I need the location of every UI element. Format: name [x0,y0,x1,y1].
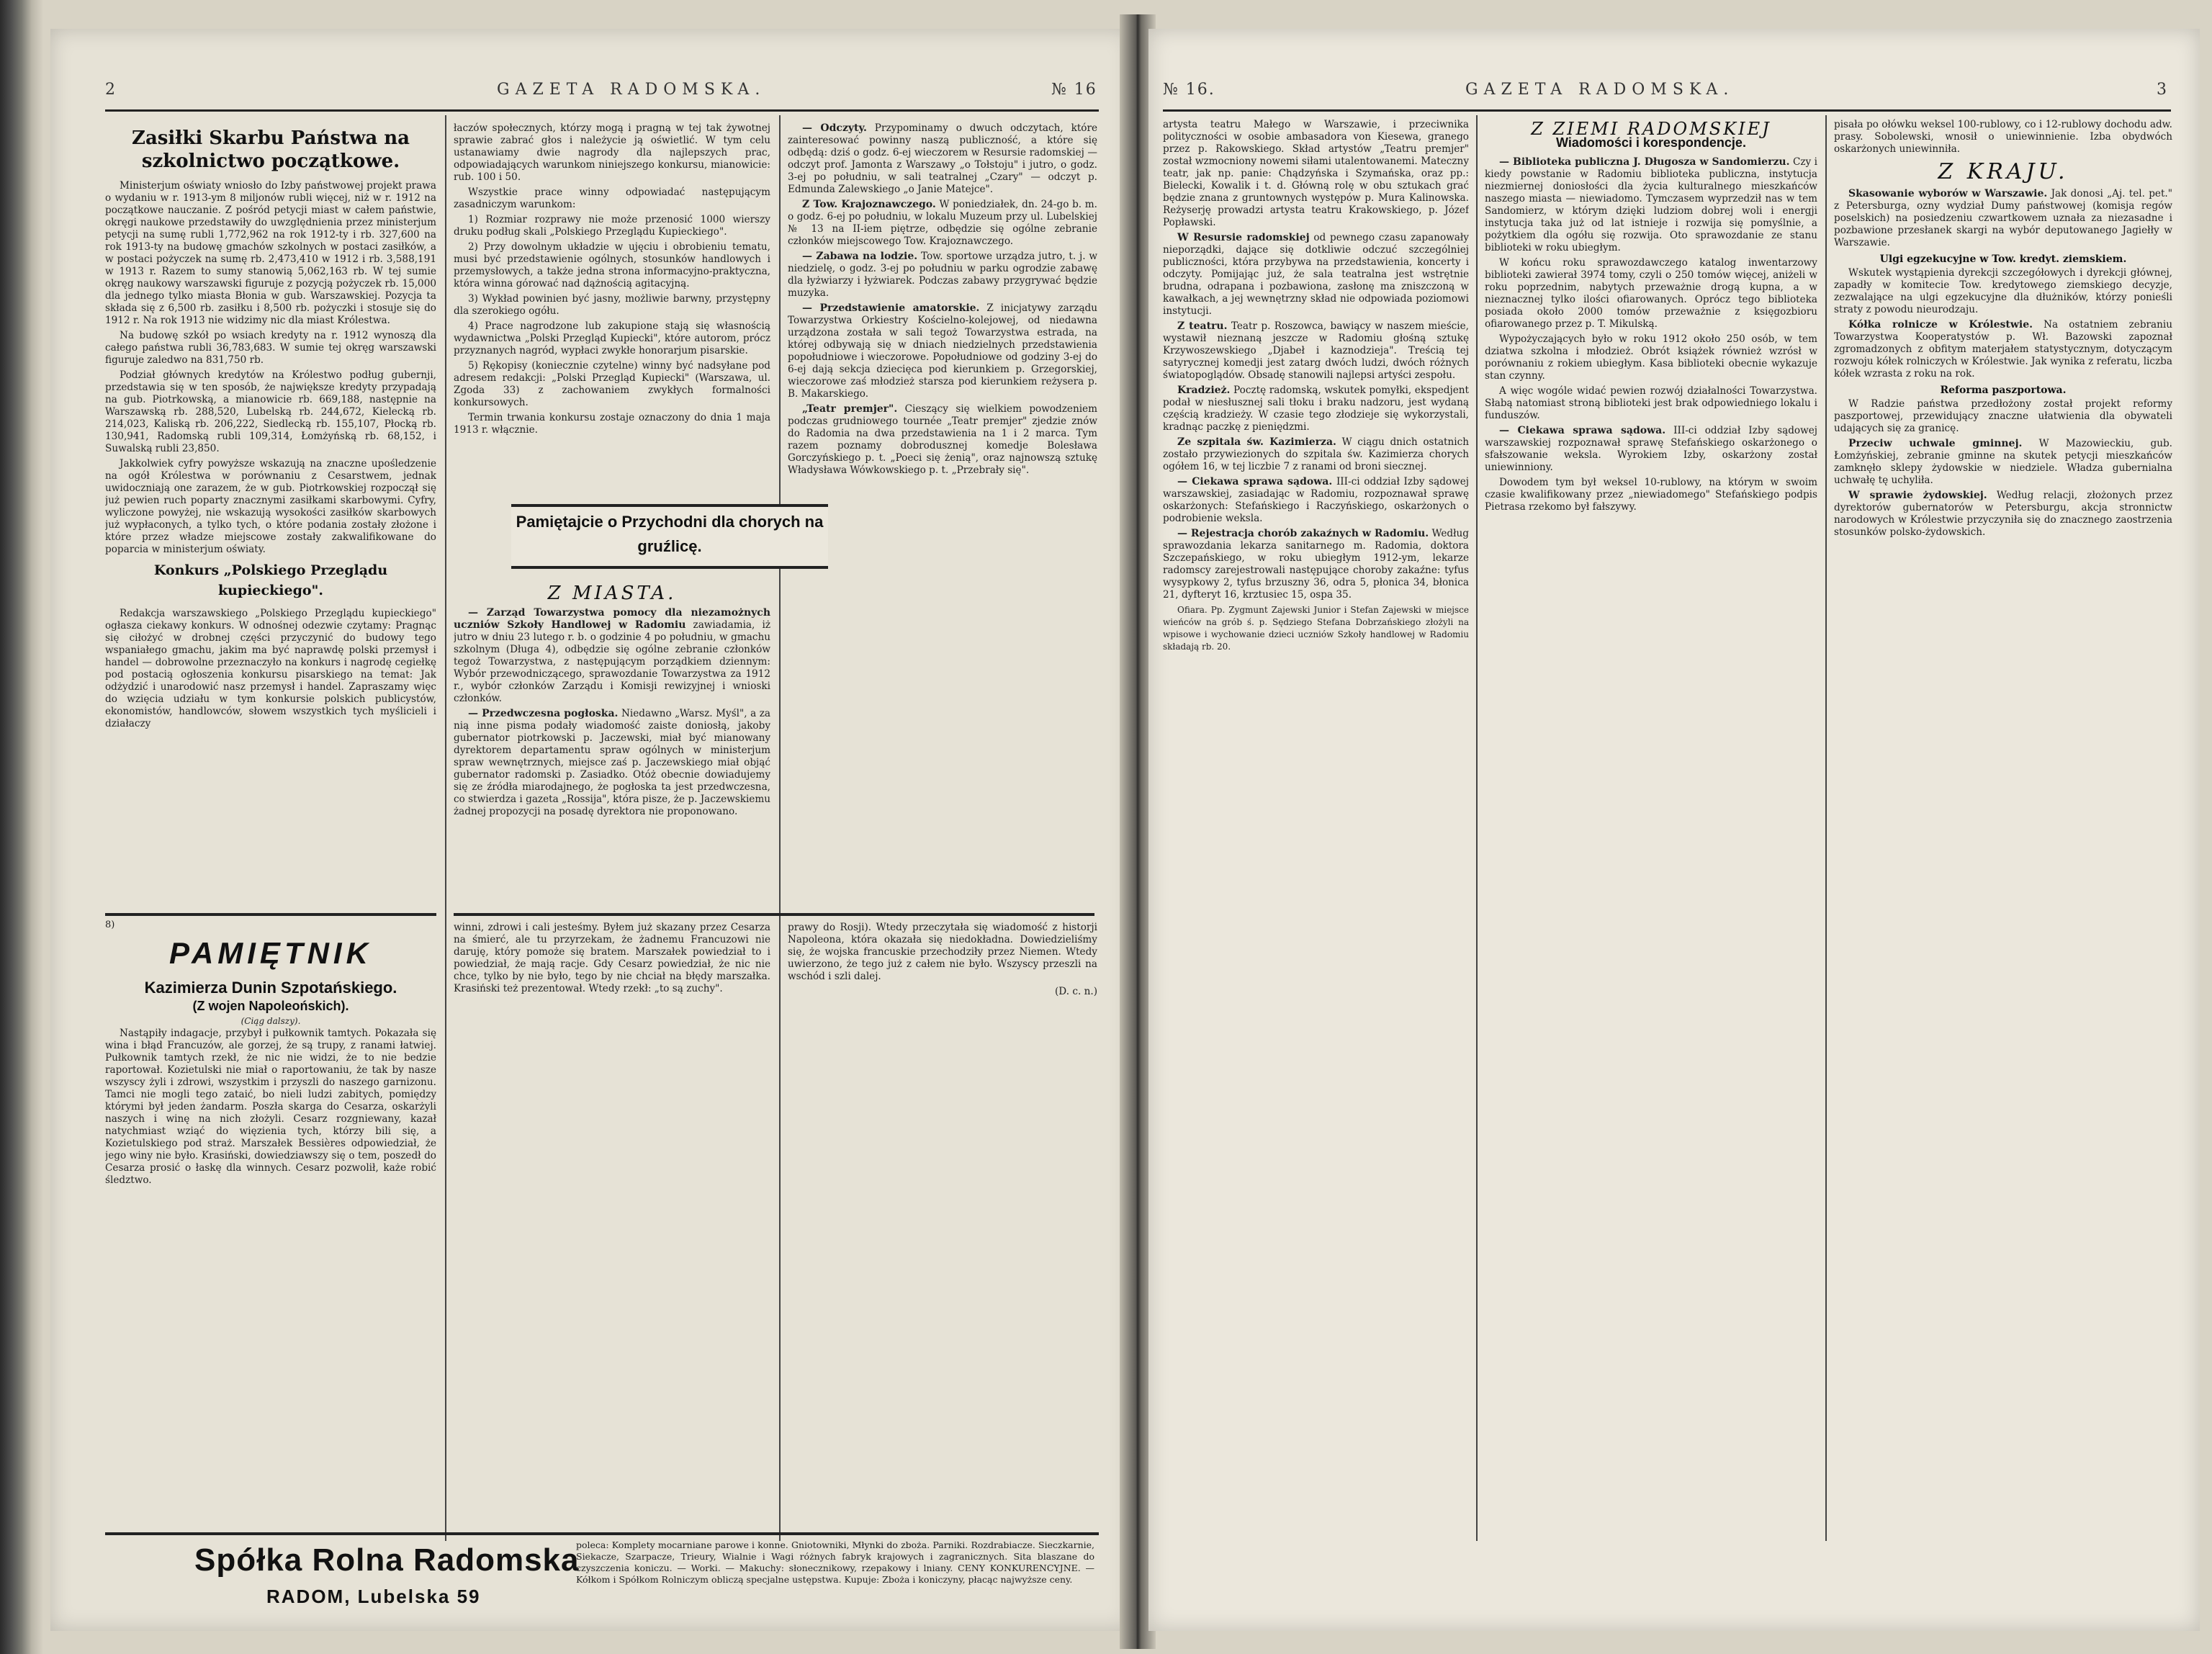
news-item-title: W sprawie żydowskiej. [1848,490,1987,501]
news-item-body: W poniedziałek, dn. 24-go b. m. o godz. 6-ej po południu, w lokalu Muzeum przy ul. Lubelskiej № 13 na II-iem piętrze, odbędzie się ogólne zebranie członków miejscowego Tow. Krajoznawczego. [788,199,1097,247]
news-item-body: Czy i kiedy powstanie w Radomiu biblioteka publiczna, instytucja niezmiernej doniosłości dla życia kulturalnego mieszkańców naszego miasta — niewiadomo. Tymczasem wyprzedził nas w tem Sandomierz, w którym dzięki ludziom dobrej woli i energji instytucja taka już od lat istnieje i rozwija się pomyślnie, a pożytkiem dla ogółu się rozwija. Oto sprawozdanie ze stanu biblioteki w roku ubiegłym. [1485,156,1817,253]
news-item-body: Jak donosi „Aj. tel. pet." z Petersburga, ozny wydział Dumy państwowej (komisja regów poselskich) na posiedzeniu czwartkowem uznała za niezasadne i pozbawione przesłanek skargi na wybór deputowanego Jagiełły w Warszawie. [1834,188,2172,248]
article-body: artysta teatru Małego w Warszawie, i przeciwnika polityczności w osobie ambasadora von Kiesewa, granego przez p. Rakowskiego. Skład artystów „Teatru premjer" został wzmocniony nowemi siłami utalentowanemi. Mateczny teatr, jak np. panie: Chądzyńska i Szymańska, oraz pp.: Bielecki, Kowalik i t. d. Główną rolę w obu sztukach grać będzie znana z gruntownych występów p. Mura Kalinowska. Reżyserję prowadzi artysta teatru Krakowskiego, p. Józef Popławski. [1163,119,1469,228]
right-masthead: GAZETA RADOMSKA. [1465,81,1735,99]
article-title: Konkurs „Polskiego Przeglądu kupieckiego". [153,562,388,598]
news-item-title: — Rejestracja chorób zakaźnych w Radomiu. [1177,528,1429,539]
memoir-continued-col [788,922,1097,1523]
article-body: pisała po ołówku weksel 100-rublowy, co i 12-rublowy dochodu adw. prasy. Sobolewski, wnosił o uniewinnienie. Izba obydwóch oskarżonych uniewinniła. [1834,119,2172,155]
advertiser-name: Spółka Rolna Radomska [194,1542,580,1578]
advertiser-address: RADOM, Lubelska 59 [266,1586,481,1607]
news-item-title: Kółka rolnicze w Królestwie. [1848,319,2033,331]
news-item-body: Dowodem tym był weksel 10-rublowy, na którym w swoim czasie kwalifikowany przez „niewiadomego" Stefańskiego podpis Pietrasa rzekomo był fałszywy. [1485,477,1817,513]
news-item-title: — Odczyty. [802,122,867,134]
left-page [50,29,1130,1631]
news-item-body: Tow. sportowe urządza jutro, t. j. w niedzielę, o godz. 3-ej po południu w parku ogrodzie zabawę dla łyżwiarzy i łyżwiarek. Podczas zabawy przygrywać będzie muzyka. [788,251,1097,299]
donation-note: Ofiara. Pp. Zygmunt Zajewski Junior i Stefan Zajewski w miejsce wieńców na grób ś. p. Sędziego Stefana Dobrzańskiego złożyli na wpisowe i wychowanie dzieci uczniów Szkoły handlowej w Radomiu składają rb. 20. [1163,605,1469,652]
contest-rule: 1) Rozmiar rozprawy nie może przenosić 1000 wierszy druku podług skali „Polskiego Przeglądu Kupieckiego". [454,214,770,238]
article-body: Jakkolwiek cyfry powyższe wskazują na znaczne upośledzenie na ogół Królestwa w porównaniu z Cesarstwem, jednak uwidoczniają one zarazem, że w gub. Piotrkowskiej rozpoczął się już pewien ruch poparty znacznymi zasiłkami skarbowymi. Cyfry, wyliczone powyżej, nie wskazują wysokości zasiłków skarbowych już wypłaconych, a tylko tych, o które podania zostały złożone i które przez władze miejscowe zostały zakwalifikowane do poparcia w ministerjum oświaty. [105,458,436,555]
news-item-body: od pewnego czasu zapanowały nieporządki, dające się dotkliwie odczuć szczególniej publiczności, która przybywa na przedstawienia, koncerty i odczyty. Pomijając już, że sala teatralna jest wstrętnie brudna, odrapana i pozbawiona, zasłonę ma zniszczoną w kawałkach, a jej wewnętrzny skład nie odpowiada poziomowi instytucji. [1163,232,1469,317]
news-item-title: Reforma paszportowa. [1940,385,2067,396]
article-title: Zasiłki Skarbu Państwa na szkolnictwo początkowe. [131,127,410,172]
subsection-heading: Wiadomości i korespondencje. [1556,135,1746,150]
news-item-body: Według relacji, złożonych przez dyrektorów gubernatorów w Petersburgu, akcja stronnictw narodowych w Królestwie przyczyniła się do znacznego zaostrzenia stosunków polsko-żydowskich. [1834,490,2172,538]
contest-rule: 2) Przy dowolnym układzie w ujęciu i obrobieniu tematu, musi być przedstawienie ogólnych, stosunków handlowych i przemysłowych, a także jedna strona informacyjno-praktyczna, która winna górować nad dążnością agitacyjną. [454,241,770,289]
news-item-body: W ciągu dnich ostatnich zostało przywiezionych do szpitala św. Kazimierza chorych ogółem 16, w tej liczbie 7 z ranami od broni siecznej. [1163,436,1469,472]
news-item-body: zawiadamia, iż jutro w dniu 23 lutego r. b. o godzinie 4 po południu, w gmachu szkolnym (Długa 4), odbędzie się ogólne zebranie członków tegoż Towarzystwa, z następującym porządkiem dziennym: Wybór przewodniczącego, sprawozdanie Towarzystwa za 1912 r., wybór członków Zarządu i Komisji rewizyjnej i wnioski członków. [454,619,770,704]
header-rule [105,109,1099,112]
news-item-body: Według sprawozdania lekarza sanitarnego m. Radomia, doktora Szczepańskiego, w roku ubiegłym 1912-ym, lekarze radomscy zarejestrowali następujące choroby zakaźne: tyfus wysypkowy 2, tyfus brzuszny 36, odra 5, płonica 34, błonica 21, dyfteryt 16, krztusiec 15, ospa 35. [1163,528,1469,601]
left-col-3-top [788,122,1097,907]
news-item-body: A więc wogóle widać pewien rozwój działalności Towarzystwa. Słabą natomiast stroną biblioteki jest brak odpowiedniego lokalu i funduszów. [1485,385,1817,421]
news-item-title: Kradzież. [1177,385,1231,396]
news-item-body: Teatr p. Roszowca, bawiący w naszem mieście, wystawił nieznaną jeszcze w Radomiu głośną sztukę Krzywoszewskiego „Djabeł i kaznodzieja". Treścią tej satyrycznej komedji jest zatarg dwóch ludzi, dwóch różnych światopoglądów. Obsadę stanowili najlepsi artyści zespołu. [1163,320,1469,381]
left-issue-number: № 16 [1051,81,1097,99]
news-item-body: W Mazowieckiu, gub. Łomżyńskiej, zebranie gminne na skutek petycji mieszkańców zamknęło sklepy żydowskie w niedziele. Władza gubernialna uchwałę tę uchyliła. [1834,438,2172,486]
news-item-body: Wypożyczających było w roku 1912 około 250 osób, w tem dziatwa szkolna i młodzież. Obrót książek również wzrósł w porównaniu z rokiem ubiegłym. Kasa biblioteki obecnie wykazuje stan czynny. [1485,333,1817,382]
news-item-title: — Zarząd Towarzystwa pomocy dla niezamożnych uczniów Szkoły Handlowej w Radomiu [454,607,770,631]
contest-rule: 3) Wykład powinien być jasny, możliwie barwny, przystępny dla szerokiego ogółu. [454,293,770,317]
memoir-body: Nastąpiły indagacje, przybył i pułkownik tamtych. Pokazała się wina i błąd Francuzów, ale gorzej, że są trupy, z ranami łatwiej. Pułkownik tamtych rzekł, że nic nie widzi, że to nie bedzie raportował. Kozietulski nie miał o raportowaniu, że tak by nasze wszyscy żyli i zdrowi, wszystkim i przyszli do naszego garnizonu. Tamci nie mogli tego zataić, bo nieli ludzi zabitych, pomiędzy którymi był jeden żandarm. Poszła skarga do Cesarza, oskarżyli naszych i winę na nich złożyli. Cesarz rozgniewany, kazał natychmiast wziąć do więzienia tych, którzy bili się, a Kozietulskiego pod straż. Marszałek Bessières odpowiedział, że jego winy nie było. Krasiński, dowiedziawszy się o tem, poszedł do Cesarza prosić o łaskę dla winnych. Cesarz pozwolił, każe robić śledztwo. [105,1028,436,1186]
news-item-body: W końcu roku sprawozdawczego katalog inwentarzowy biblioteki zawierał 3974 tomy, czyli o 250 tomów więcej, aniżeli w roku poprzednim, nabytych przeważnie drogą kupna, a w nieznacznej tylko ilości ofiarowanych. Oprócz tego biblioteka posiada około 2000 tomów przeważnie z księgozbioru ofiarowanego przez p. T. Mikulską. [1485,257,1817,330]
article-body: Na budowę szkół po wsiach kredyty na r. 1912 wynoszą dla całego państwa rubli 36,783,683. W sumie tej okręg warszawski figuruje zaledwo na 831,750 rb. [105,330,436,366]
news-item-body: Z inicjatywy zarządu Towarzystwa Orkiestry Kościelno-kolejowej, od niedawna urządzona została w sali tegoż Towarzystwa estrada, na której odbywają się w dniach niedzielnych przedstawienia popołudniowe i wieczorowe. Popołudniowe od godziny 3-ej do 6-ej dają sekcja dziecięca pod kierunkiem p. Grzegorskiej, wieczorowe zaś młodzież starsza pod kierunkiem reżysera p. B. Makarskiego. [788,302,1097,400]
header-rule [1163,109,2171,112]
news-item-title: W Resursie radomskiej [1177,232,1310,243]
article-body: łaczów społecznych, którzy mogą i pragną w tej tak żywotnej sprawie zabrać głos i należycie ją oświetlić. W tym celu ustanawiamy dwie nagrody dla najlepszych prac, odpowiadających warunkom niniejszego konkursu, mianowicie: rub. 100 i 50. [454,122,770,183]
memoir-body: winni, zdrowi i cali jesteśmy. Byłem już skazany przez Cesarza na śmierć, ale tu przyrzekam, że żadnemu Francuzowi nie daruję, który pomoże się bratem. Marszałek powiedział to i powiedział, że mają racje. Gdy Cesarz powiedział, że nic nie chce, tylko by nie było, tego by nie chciał na błędy marszałka. Krasiński też prezentował. Wtedy rzekł: „to są zuchy". [454,922,770,994]
left-col-2-top [454,122,770,497]
memoir-title: PAMIĘTNIK [169,936,372,970]
right-col-2 [1485,119,1817,1617]
news-item-title: Z teatru. [1177,320,1228,332]
right-page-number: 3 [2157,81,2172,99]
memoir-subtitle: (Z wojen Napoleońskich). [192,999,349,1013]
column-divider [1825,115,1827,1541]
left-col-1-top [105,122,436,904]
news-item-title: — Przedwczesna pogłoska. [468,708,619,719]
right-issue-number: № 16. [1163,81,1215,99]
ad-rule [105,1532,1099,1535]
news-item-body: Pocztę radomską, wskutek pomyłki, ekspedjent podał w niesłusznej sali tłoku i braku nadzoru, jest wydaną częścią kradzieży. W czasie tego złodzieje się wykorzystali, kradnąc paczkę z pieniędzmi. [1163,385,1469,433]
article-body: Ministerjum oświaty wniosło do Izby państwowej projekt prawa o wydaniu w r. 1913-ym 8 miljonów rubli więcej, niż w r. 1912 na początkowe nauczanie. Z pośród petycji miast w całem państwie, okręgi naukowe przedstawiły do uwzględnienia przez ministerjum petycji na sumę rubli 1,772,962 na rok 1912-ty i rb. 327,600 na rok 1913-ty na budowę gmachów szkolnych w postaci zasiłków, a w postaci pożyczek na sumę rb. 2,473,410 w 1912 i rb. 3,588,191 w 1913 r. Razem to sumy stanowią 5,062,163 rb. W tej sumie okręg naukowy warszawski figuruje z pozycją pożyczek rb. 15,000 dla jednego tylko miasta Błonia w gub. Warszawskiej. Pozycja ta składa się z 6,500 rb. zasiłku i 8,500 rb. pożyczki i stosuje się do 1912 r. Na rok 1913 nie widzimy nic dla miast Królestwa. [105,180,436,326]
footnote-marker: 8) [105,920,115,930]
right-page [1148,29,2200,1631]
memoir-column [105,919,436,1524]
news-item-title: Ulgi egzekucyjne w Tow. kredyt. ziemskiem. [1879,253,2127,265]
news-item-body: W Radzie państwa przedłożony został projekt reformy paszportowej, przewidujący znaczne ułatwienia dla obywateli udających się za granicę. [1834,398,2172,434]
news-item-title: Skasowanie wyborów w Warszawie. [1848,188,2048,199]
column-divider [779,115,781,1541]
article-body: Wszystkie prace winny odpowiadać następującym zasadniczym warunkom: [454,186,770,210]
news-item-body: Na ostatniem zebraniu Towarzystwa Kooperatystów p. Wł. Bazowski zapoznał zgromadzonych z obfitym materjałem statystycznym, dotyczącym rozwoju kółek rolniczych w Królestwie. Jak wynika z referatu, liczba kółek wzrasta z roku na rok. [1834,319,2172,379]
news-item-title: — Ciekawa sprawa sądowa. [1499,425,1666,436]
column-divider [1476,115,1478,1541]
memoir-author: Kazimierza Dunin Szpotańskiego. [144,979,397,997]
news-item-title: „Teatr premjer". [802,403,898,415]
news-item-body: Niedawno „Warsz. Myśl", a za nią inne pisma podały wiadomość zaiste doniosłą, jakoby gubernator piotrkowski p. Jaczewski, miał być mianowany dyrektorem departamentu spraw ogólnych w ministerjum spraw wewnętrznych, miejsce zaś p. Jaczewskiego miał objąć gubernator radomski p. Zasiadko. Otóż obecnie dowiadujemy się ze źródła miarodajnego, że pogłoska ta jest przedwczesna, co stwierdza i gazeta „Rossija", która pisze, że p. Jaczewskiemu żadnej propozycji na posadę dyrektora nie proponowano. [454,708,770,817]
column-divider [445,115,446,1541]
banner-text: Pamiętajcie o Przychodni dla chorych na gruźlicę. [516,513,824,555]
news-item-body: Przypominamy o dwuch odczytach, które zainteresować powinny naszą publiczność, a które się odbędą: dziś o godz. 6-ej wieczorem w Resursie radomskiej — odczyt prof. Jamonta z Warszawy „o Tołstoju" i jutro, o godz. 3-ej po południu, w sali teatralnej „Czary" — odczyt p. Edmunda Zalewskiego „o Janie Matejce". [788,122,1097,195]
news-item-body: Cieszący się wielkiem powodzeniem podczas grudniowego tournée „Teatr premjer" zjedzie znów do Radomia na dwa przedstawienia na 1 i 2 marca. Tym razem poznamy dobrodusznej komedje Bolesława Gorczyńskiego p. t. „Poeci się żenią", oraz najnowszą sztukę Władysława Wówkowskiego p. t. „Przebrały się". [788,403,1097,476]
news-item-title: — Biblioteka publiczna J. Długosza w Sandomierzu. [1499,156,1790,168]
memoir-continued: (Ciąg dalszy). [240,1016,301,1026]
memoir-continued-col [454,922,770,1523]
section-heading: Z KRAJU. [1938,159,2069,184]
article-body: Termin trwania konkursu zostaje oznaczony do dnia 1 maja 1913 r. włącznie. [454,412,770,436]
news-item-body: III-ci oddział Izby sądowej warszawskiej, zasiadając w Radomiu, rozpoznawał sprawę oskarżonych: Stefańskiego i Raczyńskiego, oskarżonych o podrobienie weksla. [1163,476,1469,524]
tuberculosis-clinic-banner [511,504,828,569]
advertisement-text: poleca: Komplety mocarniane parowe i konne. Gniotowniki, Młynki do zboża. Parniki. Rozdrabiacze. Sieczkarnie, Siekacze, Szarpacze, Trieury, Wialnie i Wagi różnych fabryk krajowych i zagranicznych. Sita blaszane do czyszczenia koniczu. — Worki. — Makuchy: słonecznikowy, rzepakowy i lniany. CENY KONKURENCYJNE. — Kółkom i Spółkom Rolniczym obliczą specjalne ustępstwa. Kupuje: Zboża i koniczyny, płacąc najwyższe ceny. [576,1540,1094,1585]
memoir-body: prawy do Rosji). Wtedy przeczytała się wiadomość z historji Napoleona, która okazała się niedokładna. Dowiedzieliśmy się, że wojska francuskie przechodziły przez Niemen. Wtedy uwierzono, że tego już z całem nie było. Wszyscy przeszli na wschód i szli dalej. [788,922,1097,982]
section-rule [454,913,1094,916]
right-col-1 [1163,119,1469,1617]
contest-rule: 5) Rękopisy (koniecznie czytelne) winny być nadsyłane pod adresem redakcji: „Polski Przegląd Kupiecki" (Warszawa, ul. Zgoda 33) z zachowaniem zwykłych formalności konkursowych. [454,360,770,408]
news-item-title: Ze szpitala św. Kazimierza. [1177,436,1336,448]
z-miasta-section [454,583,770,907]
section-rule [105,913,436,916]
right-col-3 [1834,119,2172,1617]
news-item-title: Przeciw uchwale gminnej. [1848,438,2023,449]
news-item-title: — Ciekawa sprawa sądowa. [1177,476,1333,487]
news-item-title: — Przedstawienie amatorskie. [802,302,980,314]
article-body: Podział głównych kredytów na Królestwo podług gubernji, przedstawia się w ten sposób, że największe kredyty przypadają na gub. Piotrkowską, a mianowicie rb. 669,188, następnie na Warszawską rb. 288,520, Lubelską rb. 244,672, Kielecką rb. 214,023, Kaliską rb. 206,222, Siedlecką rb. 155,107, Płocką rb. 130,941, Radomską rubli 109,314, Łomżyńską rb. 68,152, i Suwalską rubli 23,850. [105,369,436,454]
section-heading: Z MIASTA. [547,583,677,604]
news-item-body: Wskutek wystąpienia dyrekcji szczegółowych i dyrekcji głównej, zapadły w komitecie Tow. kredytowego ziemskiego decyzje, zezwalające na ulgi egzekucyjne dla dłużników, którzy ponieśli straty z powodu nieurodzaju. [1834,267,2172,315]
contest-rule: 4) Prace nagrodzone lub zakupione stają się własnością wydawnictwa „Polski Przegląd Kupiecki", które autorom, prócz przyznanych nagród, wypłaci zwykłe honorarjum pisarskie. [454,320,770,356]
news-item-title: — Zabawa na lodzie. [802,251,918,262]
left-page-number: 2 [105,81,121,99]
article-body: Redakcja warszawskiego „Polskiego Przeglądu kupieckiego" ogłasza ciekawy konkurs. W odnośnej odezwie czytamy: Pragnąc się ciłożyć w drobnej części przyczynić do budowy tego wspaniałego gmachu, jakim ma być naprawdę polski przemysł i handel — dobrowolne przeznaczyło na konkurs i nagrodę cegiełkę pod postacią ogłoszenia konkursu pisarskiego na temat: Jak odżydzić i unarodowić nasz przemysł i handel. Zapraszamy więc do wzięcia udziału w tym konkursie polskich publicystów, ekonomistów, handlowców, słowem wszystkich tych myślicieli i działaczy [105,608,436,729]
to-be-continued: (D. c. n.) [1055,986,1097,997]
news-item-title: Z Tow. Krajoznawczego. [802,199,936,210]
left-masthead: GAZETA RADOMSKA. [497,81,766,99]
news-item-body: III-ci oddział Izby sądowej warszawskiej rozpoznawał sprawę Stefańskiego oskarżonego o sfałszowanie weksla. Wyrokiem Izby, oskarżony został uniewinniony. [1485,425,1817,473]
section-heading: Z ZIEMI RADOMSKIEJ [1531,119,1771,139]
